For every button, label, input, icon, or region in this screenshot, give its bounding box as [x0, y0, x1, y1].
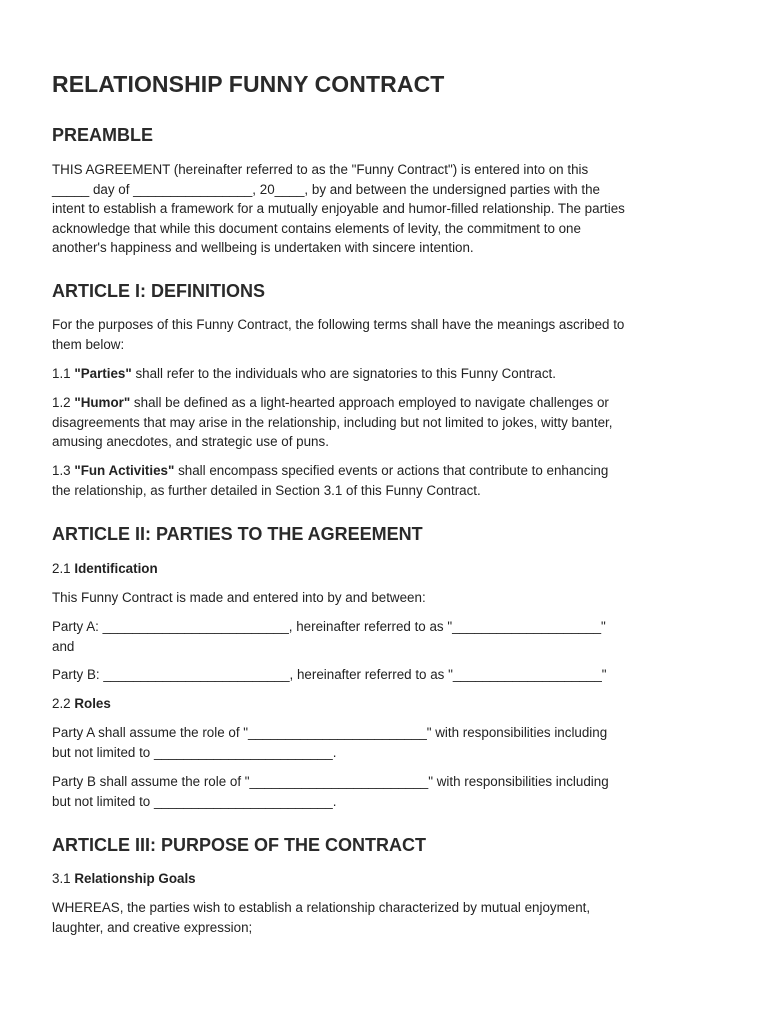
party-a-line: Party A: _________________________, hereinafter referred to as "____________________" and	[52, 619, 606, 654]
definition-text: shall refer to the individuals who are signatories to this Funny Contract.	[131, 366, 556, 381]
article-2-heading: ARTICLE II: PARTIES TO THE AGREEMENT	[52, 524, 423, 544]
definition-1-2	[52, 393, 724, 452]
party-b-role: Party B shall assume the role of "________________________" with responsibilities including but not limited to ________________________.	[52, 774, 609, 809]
section-number: 2.2	[52, 696, 75, 711]
definition-text: shall be defined as a light-hearted approach employed to navigate challenges or disagreements that may arise in the relationship, including but not limited to jokes, witty banter, amusing anecdotes, and strategic use of puns.	[52, 395, 613, 450]
party-b-line: Party B: _________________________, hereinafter referred to as "____________________"	[52, 667, 607, 682]
definition-1-1	[52, 364, 724, 384]
definition-term: "Parties"	[74, 366, 132, 381]
article-3-heading: ARTICLE III: PURPOSE OF THE CONTRACT	[52, 835, 427, 855]
section-3-1-heading	[52, 869, 724, 889]
whereas-clause: WHEREAS, the parties wish to establish a relationship characterized by mutual enjoyment, laughter, and creative expression;	[52, 900, 591, 935]
section-title: Relationship Goals	[74, 871, 196, 886]
article-1-intro: For the purposes of this Funny Contract, the following terms shall have the meanings ascribed to them below:	[52, 317, 625, 352]
definition-number: 1.3	[52, 463, 75, 478]
section-title: Roles	[74, 696, 111, 711]
section-2-2-heading	[52, 694, 724, 714]
section-number: 2.1	[52, 561, 75, 576]
definition-term: "Fun Activities"	[74, 463, 175, 478]
document-title: RELATIONSHIP FUNNY CONTRACT	[52, 71, 445, 97]
definition-number: 1.1	[52, 366, 75, 381]
definition-term: "Humor"	[74, 395, 131, 410]
section-2-1-heading	[52, 559, 724, 579]
parties-intro: This Funny Contract is made and entered into by and between:	[52, 590, 426, 605]
preamble-heading: PREAMBLE	[52, 125, 154, 145]
article-1-heading: ARTICLE I: DEFINITIONS	[52, 281, 265, 301]
definition-text: shall encompass specified events or actions that contribute to enhancing the relationship, as further detailed in Section 3.1 of this Funny Contract.	[52, 463, 609, 498]
section-number: 3.1	[52, 871, 75, 886]
definition-1-3	[52, 461, 724, 500]
definition-number: 1.2	[52, 395, 75, 410]
section-title: Identification	[74, 561, 158, 576]
party-a-role: Party A shall assume the role of "________________________" with responsibilities including but not limited to ________________________.	[52, 725, 608, 760]
preamble-text: THIS AGREEMENT (hereinafter referred to as the "Funny Contract") is entered into on this _____ day of ________________, 20____, by and between the undersigned parties with the intent to establish a framework for a mutually enjoyable and humor-filled relationship. The parties acknowledge that while this document contains elements of levity, the commitment to one another's happiness and wellbeing is undertaken with sincere intention.	[52, 162, 625, 256]
